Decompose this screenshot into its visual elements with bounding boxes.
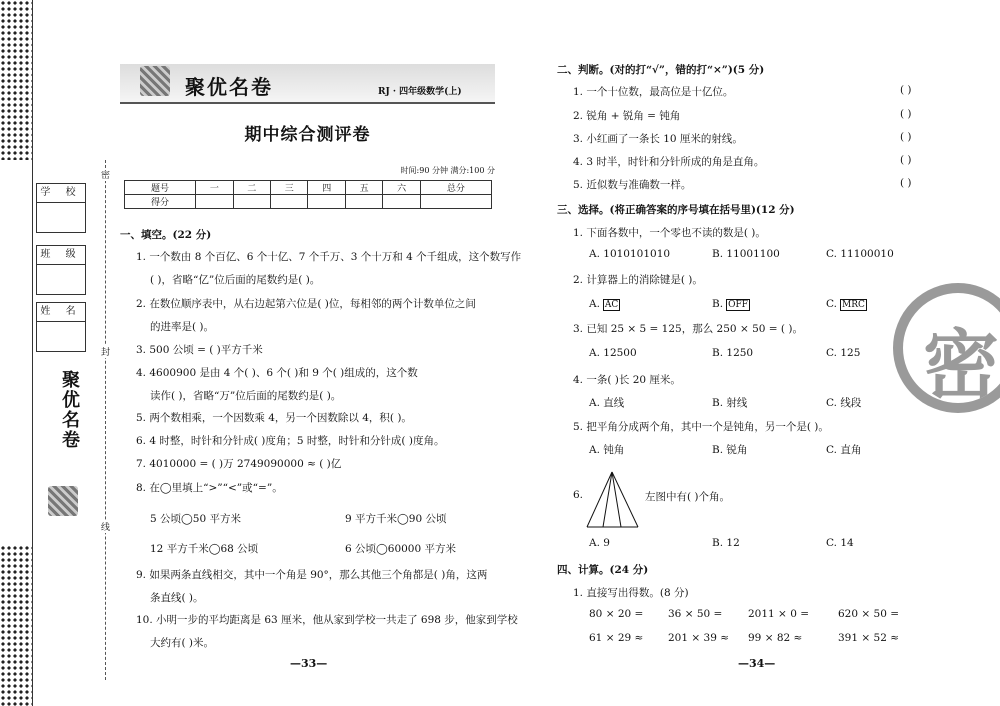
question-line: 条直线( )。 — [150, 592, 204, 604]
question-line: 5 公顷◯50 平方米 — [150, 513, 241, 525]
vertical-brand-logo: 聚优名卷 — [59, 370, 80, 450]
school-label: 学 校 — [37, 184, 85, 203]
brand-cube-icon — [140, 66, 170, 96]
question-line: 6. 4 时整，时针和分针成( )度角；5 时整，时针和分针成( )度角。 — [136, 435, 445, 447]
score-cell[interactable] — [196, 195, 233, 209]
question-line: 3. 500 公顷 = ( )平方千米 — [136, 344, 263, 356]
section-heading: 四、计算。(24 分) — [557, 564, 649, 576]
answer-blank[interactable]: ( ) — [900, 177, 912, 189]
score-row-label: 得分 — [125, 195, 196, 209]
score-header-cell: 三 — [271, 181, 308, 195]
dotted-border-top — [0, 0, 32, 160]
question-line: 9 平方千米◯90 公顷 — [345, 513, 447, 525]
score-cell[interactable] — [383, 195, 420, 209]
question-line: A. 12500 — [589, 347, 637, 359]
cut-char-xian: 线 — [101, 520, 110, 533]
question-line: 1. 一个数由 8 个百亿、6 个十亿、7 个千万、3 个十万和 4 个千组成，这个数写作 — [136, 251, 522, 263]
section-heading: 二、判断。(对的打“√”，错的打“×”)(5 分) — [557, 64, 765, 76]
question-line: B. 11001100 — [712, 248, 780, 260]
calculator-key-icon: OFF — [728, 300, 748, 310]
score-header-cell: 四 — [308, 181, 345, 195]
name-label: 姓 名 — [37, 303, 85, 322]
page-number-left: —33— — [290, 657, 328, 670]
question-line: B. 12 — [712, 537, 740, 549]
question-line: 1. 直接写出得数。(8 分) — [573, 587, 689, 599]
score-cell[interactable] — [308, 195, 345, 209]
angles-triangle-figure — [585, 470, 640, 530]
triangle-inner-line — [603, 472, 612, 527]
calculator-option — [712, 298, 750, 310]
question-line: 9. 如果两条直线相交，其中一个角是 90°，那么其他三个角都是( )角，这两 — [136, 569, 488, 581]
calculator-key-icon: MRC — [842, 300, 865, 310]
secret-stamp — [893, 283, 1000, 413]
question-line: 201 × 39 ≈ — [668, 632, 730, 644]
question-line: 620 × 50 = — [838, 608, 900, 620]
cut-char-mi: 密 — [101, 168, 110, 181]
score-table — [124, 180, 492, 209]
school-field[interactable] — [36, 183, 86, 233]
section-heading: 三、选择。(将正确答案的序号填在括号里)(12 分) — [557, 204, 795, 216]
score-cell[interactable] — [420, 195, 491, 209]
answer-blank[interactable]: ( ) — [900, 131, 912, 143]
question-line: 391 × 52 ≈ — [838, 632, 900, 644]
page-number-right: —34— — [738, 657, 776, 670]
question-line: 2. 锐角 + 锐角 = 钝角 — [573, 110, 681, 122]
cut-char-feng: 封 — [101, 345, 110, 358]
score-header-cell: 总分 — [420, 181, 491, 195]
question-line: 5. 把平角分成两个角，其中一个是钝角，另一个是( )。 — [573, 421, 829, 433]
margin-vertical-rule — [32, 0, 33, 706]
score-header-cell: 一 — [196, 181, 233, 195]
question-line: 4. 3 时半，时针和分针所成的角是直角。 — [573, 156, 765, 168]
question-line: 8. 在◯里填上“>”“<”或“=”。 — [136, 482, 283, 494]
score-header-cell: 六 — [383, 181, 420, 195]
class-label: 班 级 — [37, 246, 85, 265]
question-line: B. 射线 — [712, 397, 748, 409]
question-line: 36 × 50 = — [668, 608, 723, 620]
question-line: 12 平方千米◯68 公顷 — [150, 543, 259, 555]
triangle-side — [587, 472, 612, 527]
triangle-inner-line — [612, 472, 621, 527]
brand-title: 聚优名卷 — [185, 75, 273, 99]
seal-cut-line — [105, 160, 106, 680]
dotted-border-bottom — [0, 545, 32, 706]
question-line: 读作( )，省略“万”位后面的尾数约是( )。 — [150, 390, 342, 402]
calculator-option — [589, 298, 620, 310]
question-line: 3. 已知 25 × 5 = 125，那么 250 × 50 = ( )。 — [573, 323, 803, 335]
question-line: B. 1250 — [712, 347, 754, 359]
question-line: 3. 小红画了一条长 10 厘米的射线。 — [573, 133, 743, 145]
question-line: C. 11100010 — [826, 248, 894, 260]
question-line: 左图中有( )个角。 — [645, 491, 731, 503]
question-line: 1. 一个十位数，最高位是十亿位。 — [573, 86, 734, 98]
question-line: A. 1010101010 — [589, 248, 671, 260]
class-field[interactable] — [36, 245, 86, 295]
score-cell[interactable] — [233, 195, 270, 209]
question-line: 2011 × 0 = — [748, 608, 810, 620]
question-line: 7. 4010000 = ( )万 2749090000 ≈ ( )亿 — [136, 458, 342, 470]
question-line: 4. 4600900 是由 4 个( )、6 个( )和 9 个( )组成的，这个数 — [136, 367, 418, 379]
question-line: 10. 小明一步的平均距离是 63 厘米，他从家到学校一共走了 698 步，他家到学校 — [136, 614, 518, 626]
page-title: 期中综合测评卷 — [244, 125, 371, 145]
section-heading: 一、填空。(22 分) — [120, 229, 212, 241]
question-line: C. 直角 — [826, 444, 862, 456]
question-line: 2. 计算器上的消除键是( )。 — [573, 274, 703, 286]
calculator-option — [826, 298, 867, 310]
score-table-header-row — [125, 181, 492, 195]
question-line: 5. 近似数与准确数一样。 — [573, 179, 692, 191]
triangle-side — [612, 472, 638, 527]
question-line: A. 9 — [589, 537, 610, 549]
question-line: 的进率是( )。 — [150, 321, 215, 333]
question-line: A. 钝角 — [589, 444, 625, 456]
answer-blank[interactable]: ( ) — [900, 154, 912, 166]
question-line: ( )，省略“亿”位后面的尾数约是( )。 — [150, 274, 321, 286]
question-line: 1. 下面各数中，一个零也不读的数是( )。 — [573, 227, 766, 239]
question-line: 80 × 20 = — [589, 608, 644, 620]
score-cell[interactable] — [271, 195, 308, 209]
question-line: C. 14 — [826, 537, 854, 549]
question-line: 2. 在数位顺序表中，从右边起第六位是( )位，每相邻的两个计数单位之间 — [136, 298, 476, 310]
subject-label: RJ · 四年级数学(上) — [378, 87, 462, 97]
question-line: A. 直线 — [589, 397, 625, 409]
question-line: C. 线段 — [826, 397, 862, 409]
stamp-char: 密 — [923, 321, 999, 410]
calculator-key-icon: AC — [604, 300, 619, 310]
time-info: 时间:90 分钟 满分:100 分 — [400, 166, 495, 175]
question-line: C. 125 — [826, 347, 861, 359]
question-line: 99 × 82 ≈ — [748, 632, 803, 644]
answer-blank[interactable]: ( ) — [900, 108, 912, 120]
option-letter: A. — [589, 298, 600, 310]
option-letter: B. — [712, 298, 724, 310]
brand-cube-icon — [48, 486, 78, 516]
question-line: 6. — [573, 489, 584, 501]
option-letter: C. — [826, 298, 837, 310]
score-header-cell: 五 — [345, 181, 382, 195]
question-line: 61 × 29 ≈ — [589, 632, 644, 644]
question-line: B. 锐角 — [712, 444, 748, 456]
name-field[interactable] — [36, 302, 86, 352]
question-line: 6 公顷◯60000 平方米 — [345, 543, 457, 555]
question-line: 5. 两个数相乘，一个因数乘 4，另一个因数除以 4，积( )。 — [136, 412, 412, 424]
question-line: 大约有( )米。 — [150, 637, 215, 649]
question-line: 4. 一条( )长 20 厘米。 — [573, 374, 681, 386]
score-cell[interactable] — [345, 195, 382, 209]
score-table-score-row — [125, 195, 492, 209]
score-header-cell: 题号 — [125, 181, 196, 195]
score-header-cell: 二 — [233, 181, 270, 195]
answer-blank[interactable]: ( ) — [900, 84, 912, 96]
